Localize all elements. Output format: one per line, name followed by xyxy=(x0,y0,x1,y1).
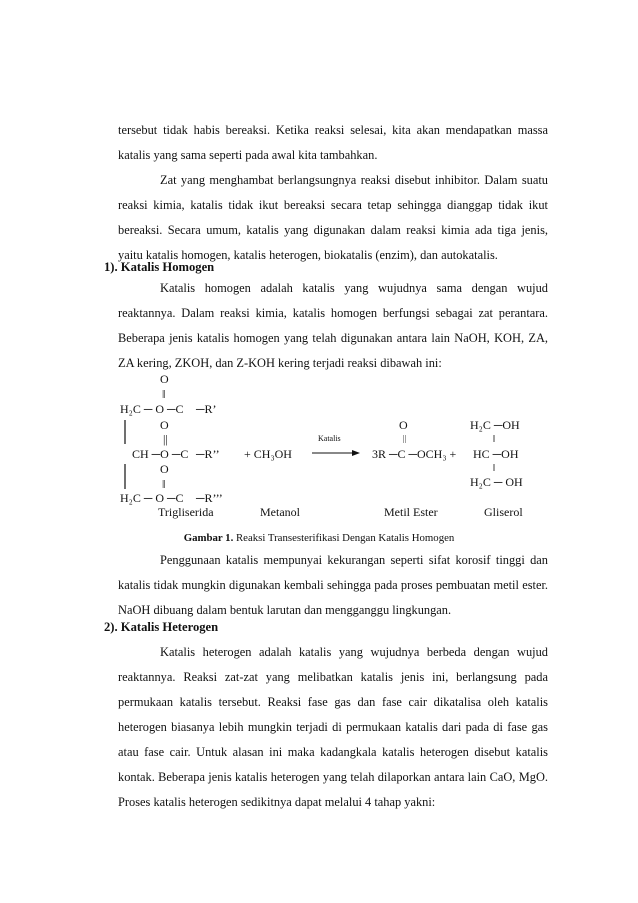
gliserol-row-3: H₂C ─ OH xyxy=(470,475,523,489)
heading-katalis-heterogen: 2). Katalis Heterogen xyxy=(104,620,219,634)
r3-group: ─R’’’ xyxy=(196,491,223,505)
label-metil-ester: Metil Ester xyxy=(384,505,438,519)
double-bond-3: ‖ xyxy=(162,477,166,491)
label-gliserol: Gliserol xyxy=(484,505,523,519)
reaction-arrow-head xyxy=(352,450,360,456)
paragraph-kekurangan: Penggunaan katalis mempunyai kekurangan seperti sifat korosif tinggi dan katalis tidak mungkin digunakan kembali sehingga pada proses pembuatan metil ester. NaOH dibuang dalam bentuk larutan dan mengganggu lingkungan. xyxy=(118,553,548,617)
trigliserida-row-1: H₂C ─ O ─C xyxy=(120,402,184,416)
metil-ester-product: 3R ─C ─OCH₃ + xyxy=(372,447,457,461)
r1-group: ─R’ xyxy=(196,402,217,416)
trigliserida-row-3: H₂C ─ O ─C xyxy=(120,491,184,505)
product-carbonyl-o: O xyxy=(399,418,408,432)
r2-group: ─R’’ xyxy=(196,447,220,461)
double-bond-1: ‖ xyxy=(162,387,166,401)
caption-text: Reaksi Transesterifikasi Dengan Katalis Homogen xyxy=(235,532,455,544)
methanol-reactant: + CH₃OH xyxy=(244,447,292,461)
carbonyl-o-1: O xyxy=(160,372,169,386)
heading-katalis-homogen: 1). Katalis Homogen xyxy=(104,260,215,274)
product-double-bond: || xyxy=(403,434,407,443)
paragraph-heterogen: Katalis heterogen adalah katalis yang wujudnya berbeda dengan wujud reaktannya. Reaksi zat-zat yang melibatkan katalis jenis ini, berlangsung pada permukaan katalis tersebut. Reaksi fase gas dan fase cair dikatalisa oleh katalis heterogen biasanya lebih mungkin terjadi di permukaan katalis dari pada di fase gas atau fase cair. Untuk alasan ini maka kadangkala katalis heterogen disebut katalis kontak. Beberapa jenis katalis heterogen yang telah dilaporkan antara lain CaO, MgO. Proses katalis heterogen sedikitnya dapat melalui 4 tahap yakni: xyxy=(118,645,548,809)
carbonyl-o-3: O xyxy=(160,462,169,476)
figure-caption xyxy=(0,532,638,544)
caption-label: Gambar 1. xyxy=(183,532,234,544)
paragraph-intro: tersebut tidak habis bereaksi. Ketika reaksi selesai, kita akan mendapatkan massa katalis yang sama seperti pada awal kita tambahkan. xyxy=(118,123,548,162)
gliserol-row-1: H₂C ─OH xyxy=(470,418,520,432)
trigliserida-row-2: CH ─O ─C xyxy=(132,447,189,461)
paragraph-homogen: Katalis homogen adalah katalis yang wujudnya sama dengan wujud reaktannya. Dalam reaksi kimia, katalis homogen berfungsi sebagai zat perantara. Beberapa jenis katalis homogen yang telah digunakan antara lain NaOH, KOH, ZA, ZA kering, ZKOH, dan Z-KOH kering terjadi reaksi dibawah ini: xyxy=(118,281,548,370)
label-metanol: Metanol xyxy=(260,505,300,519)
katalis-label: Katalis xyxy=(318,434,341,443)
double-bond-2: || xyxy=(163,432,168,446)
paragraph-inhibitor: Zat yang menghambat berlangsungnya reaksi disebut inhibitor. Dalam suatu reaksi kimia, katalis tidak ikut bereaksi secara tetap sehingga dianggap tidak ikut bereaksi. Secara umum, katalis yang digunakan dalam reaksi kimia ada tiga jenis, yaitu katalis homogen, katalis heterogen, biokatalis (enzim), dan autokatalis. xyxy=(118,173,548,262)
carbonyl-o-2: O xyxy=(160,418,169,432)
label-trigliserida: Trigliserida xyxy=(158,505,214,519)
gliserol-row-2: HC ─OH xyxy=(473,447,519,461)
